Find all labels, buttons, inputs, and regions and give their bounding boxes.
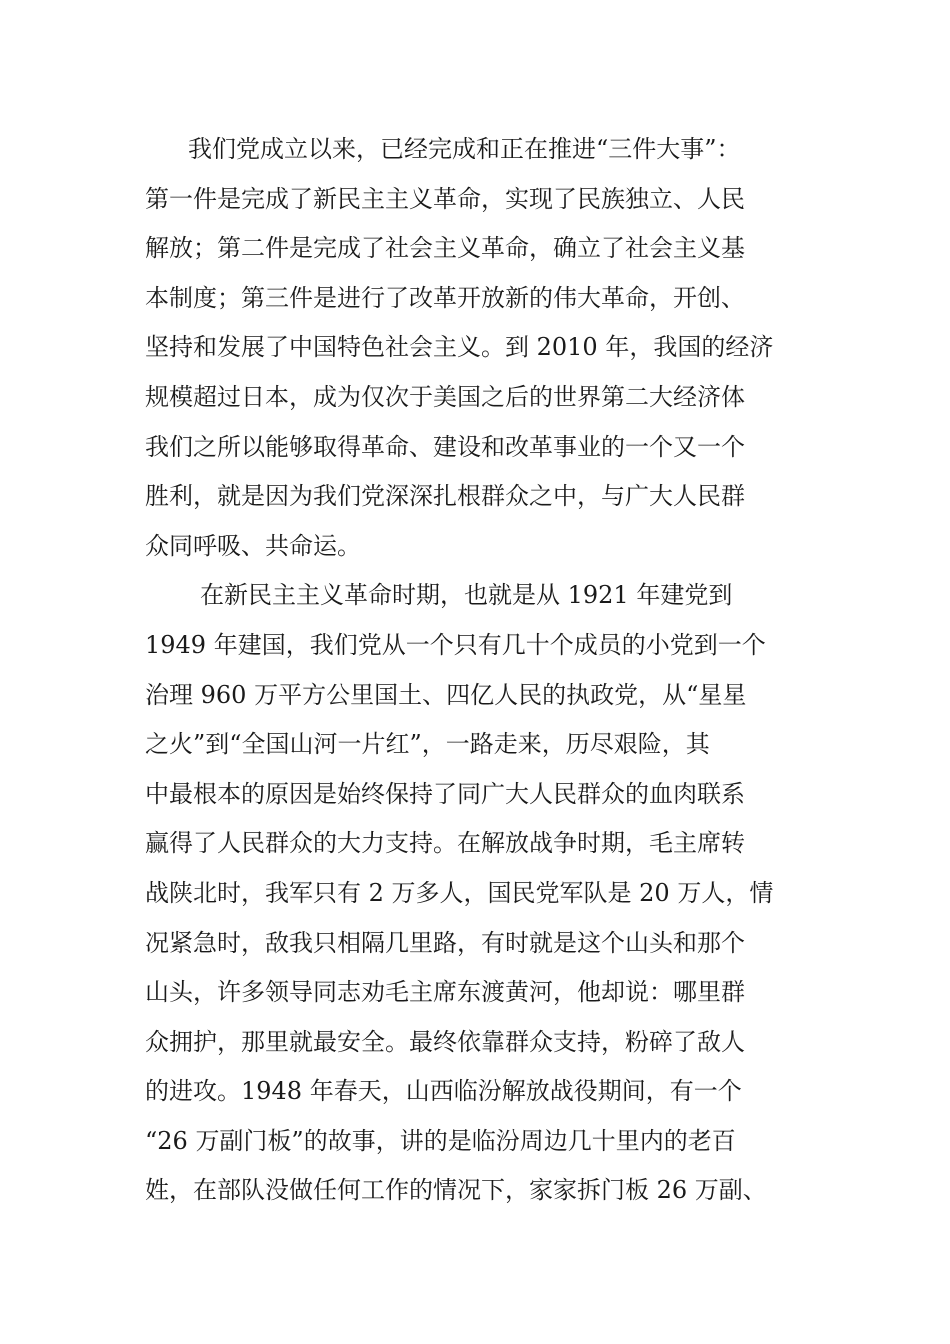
paragraph-2-line-8: 况紧急时，敌我只相隔几里路，有时就是这个山头和那个	[145, 928, 745, 957]
paragraph-1-line-8: 胜利，就是因为我们党深深扎根群众之中，与广大人民群	[145, 482, 745, 511]
paragraph-1-line-4: 本制度；第三件是进行了改革开放新的伟大革命，开创、	[145, 283, 745, 312]
body-text	[145, 125, 807, 1216]
paragraph-2-line-9: 山头，许多领导同志劝毛主席东渡黄河，他却说：哪里群	[145, 978, 745, 1007]
paragraph-2-line-1: 在新民主主义革命时期，也就是从 1921 年建党到	[200, 581, 733, 610]
paragraph-2-line-10: 众拥护，那里就最安全。最终依靠群众支持，粉碎了敌人	[145, 1027, 745, 1056]
paragraph-1-line-2: 第一件是完成了新民主主义革命，实现了民族独立、人民	[145, 184, 745, 213]
paragraph-1-line-5: 坚持和发展了中国特色社会主义。到 2010 年，我国的经济	[145, 333, 774, 362]
paragraph-1-line-6: 规模超过日本，成为仅次于美国之后的世界第二大经济体	[145, 382, 745, 411]
paragraph-1-line-7: 我们之所以能够取得革命、建设和改革事业的一个又一个	[145, 432, 745, 461]
paragraph-1-line-3: 解放；第二件是完成了社会主义革命，确立了社会主义基	[145, 234, 745, 263]
paragraph-2-line-11: 的进攻。1948 年春天，山西临汾解放战役期间，有一个	[145, 1077, 742, 1106]
paragraph-2-line-6: 赢得了人民群众的大力支持。在解放战争时期，毛主席转	[145, 829, 745, 858]
paragraph-2-line-7: 战陕北时，我军只有 2 万多人，国民党军队是 20 万人，情	[145, 878, 774, 907]
paragraph-2-line-12: “26 万副门板”的故事，讲的是临汾周边几十里内的老百	[145, 1126, 736, 1155]
paragraph-2-line-2: 1949 年建国，我们党从一个只有几十个成员的小党到一个	[145, 630, 766, 659]
paragraph-2-line-3: 治理 960 万平方公里国土、四亿人民的执政党，从“星星	[145, 680, 747, 709]
paragraph-2-line-5: 中最根本的原因是始终保持了同广大人民群众的血肉联系	[145, 779, 745, 808]
paragraph-1-line-1: 我们党成立以来，已经完成和正在推进“三件大事”：	[188, 135, 741, 163]
paragraph-2-line-13: 姓，在部队没做任何工作的情况下，家家拆门板 26 万副、	[145, 1176, 767, 1205]
paragraph-1-line-9: 众同呼吸、共命运。	[145, 531, 361, 560]
paragraph-2-line-4: 之火”到“全国山河一片红”，一路走来，历尽艰险，其	[145, 730, 710, 759]
